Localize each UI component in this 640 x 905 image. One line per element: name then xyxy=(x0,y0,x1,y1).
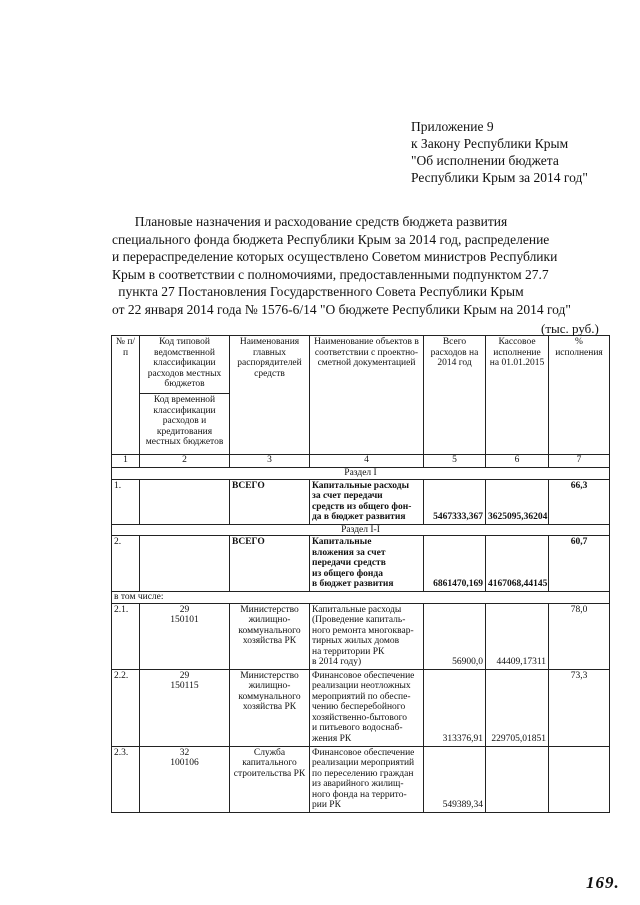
row-num: 1. xyxy=(112,479,140,524)
row-percent xyxy=(549,746,610,812)
header-num: № п/п xyxy=(112,336,140,455)
header-code-typical: Код типовой ведомственной классификации расходов местных бюджетов xyxy=(140,336,230,394)
row-code xyxy=(140,479,230,524)
row-code xyxy=(140,536,230,592)
row-cash xyxy=(486,746,549,812)
table-row xyxy=(112,746,610,812)
row-cash: 44409,17311 xyxy=(486,603,549,669)
row-percent: 60,7 xyxy=(549,536,610,592)
row-percent: 73,3 xyxy=(549,669,610,746)
table-row xyxy=(112,603,610,669)
section-title: Раздел I-I xyxy=(112,524,610,536)
header-percent: % исполнения xyxy=(549,336,610,455)
row-manager: ВСЕГО xyxy=(230,479,310,524)
row-percent: 78,0 xyxy=(549,603,610,669)
row-object: Капитальные расходы (Проведение капиталь- ного ремонта многоквар- тирных жилых домов на территории РК в 2014 году) xyxy=(310,603,424,669)
row-object: Финансовое обеспечение реализации мероприятий по переселению граждан из аварийного жилищ- ного фонда на террито- рии РК xyxy=(310,746,424,812)
column-numbers-row xyxy=(112,455,610,468)
column-number: 6 xyxy=(486,455,549,468)
row-percent: 66,3 xyxy=(549,479,610,524)
row-cash: 4167068,44145 xyxy=(486,536,549,592)
row-num: 2.3. xyxy=(112,746,140,812)
annex-line: Приложение 9 xyxy=(411,119,494,134)
column-number: 3 xyxy=(230,455,310,468)
column-number: 7 xyxy=(549,455,610,468)
header-managers: Наименования главных распорядителей средств xyxy=(230,336,310,455)
row-cash: 229705,01851 xyxy=(486,669,549,746)
title-line: специального фонда бюджета Республики Крым за 2014 год, распределение xyxy=(112,231,550,247)
table-header-row xyxy=(112,336,610,394)
annex-line: Республики Крым за 2014 год" xyxy=(411,170,588,185)
row-total: 6861470,169 xyxy=(424,536,486,592)
row-object: Капитальные вложения за счет передачи средств из общего фонда в бюджет развития xyxy=(310,536,424,592)
row-total: 549389,34 xyxy=(424,746,486,812)
table-row xyxy=(112,479,610,524)
row-code: 29 150101 xyxy=(140,603,230,669)
title-line: Крым в соответствии с полномочиями, предоставленными подпунктом 27.7 xyxy=(112,266,549,282)
header-objects: Наименование объектов в соответствии с проектно-сметной документацией xyxy=(310,336,424,455)
units-label: (тыс. руб.) xyxy=(541,321,599,336)
row-object: Капитальные расходы за счет передачи средств из общего фон- да в бюджет развития xyxy=(310,479,424,524)
column-number: 4 xyxy=(310,455,424,468)
including-row xyxy=(112,591,610,603)
column-number: 5 xyxy=(424,455,486,468)
title-line: и перераспределение которых осуществлено Советом министров Республики xyxy=(112,249,558,264)
title-line: Плановые назначения и расходование средств бюджета развития xyxy=(134,214,508,229)
section-row xyxy=(112,524,610,536)
row-num: 2.1. xyxy=(112,603,140,669)
table-row xyxy=(112,536,610,592)
column-number: 2 xyxy=(140,455,230,468)
header-code-temporary: Код временной классификации расходов и кредитования местных бюджетов xyxy=(140,394,230,455)
annex-line: к Закону Республики Крым xyxy=(411,136,569,151)
annex-reference xyxy=(411,118,621,186)
budget-table xyxy=(111,335,610,813)
row-manager: Министерство жилищно- коммунального хозяйства РК xyxy=(230,669,310,746)
row-code: 29 150115 xyxy=(140,669,230,746)
column-number: 1 xyxy=(112,455,140,468)
row-manager: Служба капитального строительства РК xyxy=(230,746,310,812)
header-cash: Кассовое исполнение на 01.01.2015 xyxy=(486,336,549,455)
including-label: в том числе: xyxy=(112,591,610,603)
page-number: 169. xyxy=(586,873,620,892)
row-total: 56900,0 xyxy=(424,603,486,669)
table-row xyxy=(112,669,610,746)
section-row xyxy=(112,468,610,480)
row-manager: ВСЕГО xyxy=(230,536,310,592)
title-line: пункта 27 Постановления Государственного Совета Республики Крым xyxy=(118,284,524,299)
row-num: 2. xyxy=(112,536,140,592)
row-num: 2.2. xyxy=(112,669,140,746)
document-title xyxy=(112,213,571,318)
annex-line: "Об исполнении бюджета xyxy=(411,153,559,168)
section-title: Раздел I xyxy=(112,468,610,480)
row-total: 313376,91 xyxy=(424,669,486,746)
row-object: Финансовое обеспечение реализации неотложных мероприятий по обеспе- чению бесперебойного хозяйственно-бытового и питьевого водоснаб- жения РК xyxy=(310,669,424,746)
row-cash: 3625095,36204 xyxy=(486,479,549,524)
row-total: 5467333,367 xyxy=(424,479,486,524)
row-manager: Министерство жилищно- коммунального хозяйства РК xyxy=(230,603,310,669)
header-total: Всего расходов на 2014 год xyxy=(424,336,486,455)
row-code: 32 100106 xyxy=(140,746,230,812)
title-line: от 22 января 2014 года № 1576-6/14 "О бюджете Республики Крым на 2014 год" xyxy=(112,301,571,317)
